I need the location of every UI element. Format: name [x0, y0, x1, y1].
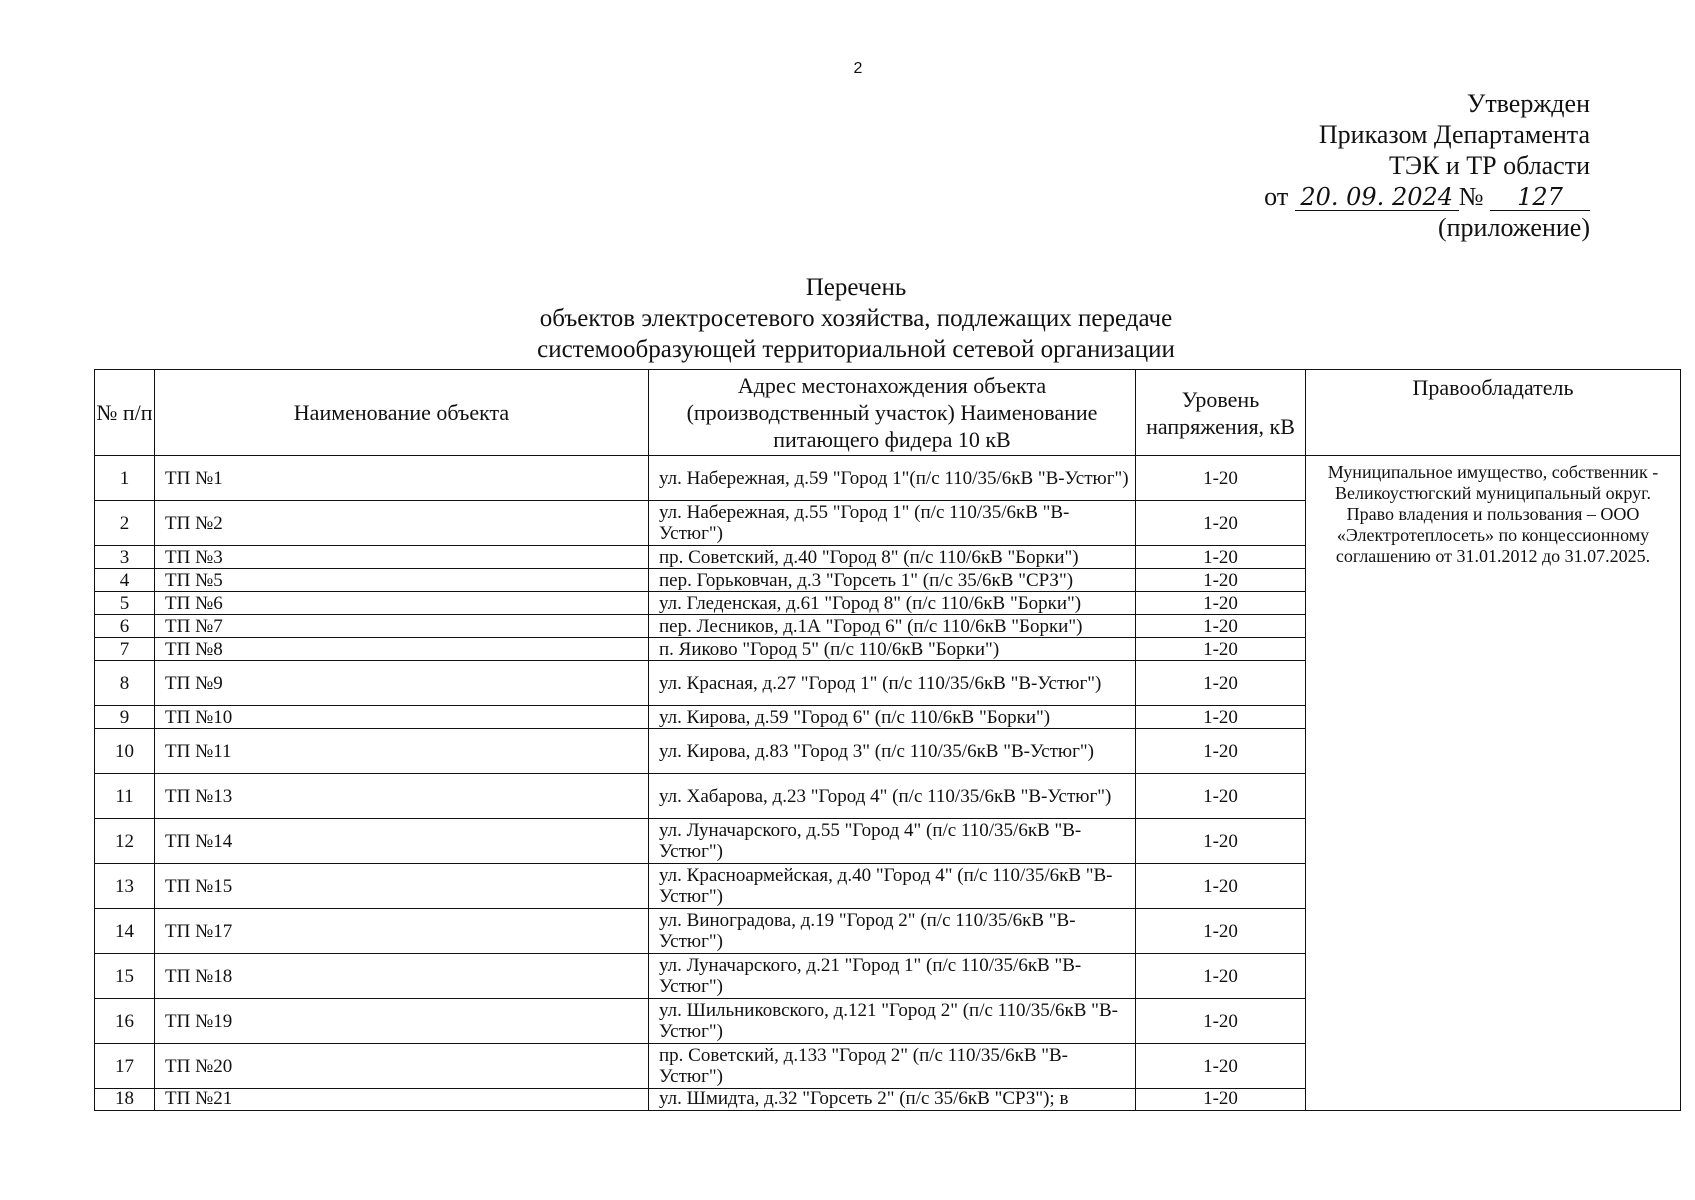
title-line-1: Перечень	[805, 274, 907, 301]
cell-voltage: 1-20	[1136, 909, 1306, 954]
approval-line-order: Приказом Департамента	[1318, 120, 1590, 149]
cell-address: ул. Набережная, д.59 "Город 1"(п/с 110/35/6кВ "В-Устюг")	[649, 456, 1136, 501]
cell-num: 11	[95, 774, 155, 819]
cell-address: ул. Хабарова, д.23 "Город 4" (п/с 110/35/6кВ "В-Устюг")	[649, 774, 1136, 819]
page-number: 2	[853, 60, 863, 77]
cell-name: ТП №1	[155, 456, 649, 501]
cell-name: ТП №7	[155, 615, 649, 638]
header-voltage: Уровень напряжения, кВ	[1136, 370, 1306, 456]
cell-voltage: 1-20	[1136, 638, 1306, 661]
header-num: № п/п	[95, 370, 155, 456]
cell-address: ул. Виноградова, д.19 "Город 2" (п/с 110/35/6кВ "В-Устюг")	[649, 909, 1136, 954]
cell-address: ул. Шмидта, д.32 "Горсеть 2" (п/с 35/6кВ "СРЗ"); в	[649, 1089, 1136, 1111]
cell-name: ТП №13	[155, 774, 649, 819]
cell-address: п. Яиково "Город 5" (п/с 110/6кВ "Борки")	[649, 638, 1136, 661]
cell-voltage: 1-20	[1136, 661, 1306, 706]
cell-owner: Муниципальное имущество, собственник - Великоустюгский муниципальный округ. Право владения и пользования – ООО «Электротеплосеть» по концессионному соглашению от 31.01.2012 до 31.07.2025.	[1306, 456, 1681, 1111]
cell-name: ТП №2	[155, 501, 649, 546]
cell-num: 9	[95, 706, 155, 729]
handwritten-number: 127	[1490, 184, 1590, 211]
cell-num: 1	[95, 456, 155, 501]
document-title	[0, 272, 1695, 365]
cell-num: 3	[95, 546, 155, 569]
cell-name: ТП №21	[155, 1089, 649, 1111]
cell-address: пер. Лесников, д.1А "Город 6" (п/с 110/6кВ "Борки")	[649, 615, 1136, 638]
cell-address: ул. Красная, д.27 "Город 1" (п/с 110/35/6кВ "В-Устюг")	[649, 661, 1136, 706]
cell-num: 5	[95, 592, 155, 615]
cell-num: 17	[95, 1044, 155, 1089]
cell-name: ТП №9	[155, 661, 649, 706]
cell-address: ул. Красноармейская, д.40 "Город 4" (п/с 110/35/6кВ "В-Устюг")	[649, 864, 1136, 909]
cell-address: ул. Гледенская, д.61 "Город 8" (п/с 110/6кВ "Борки")	[649, 592, 1136, 615]
cell-name: ТП №15	[155, 864, 649, 909]
cell-voltage: 1-20	[1136, 1044, 1306, 1089]
handwritten-date: 20. 09. 2024	[1295, 184, 1459, 211]
cell-num: 15	[95, 954, 155, 999]
cell-num: 4	[95, 569, 155, 592]
cell-name: ТП №11	[155, 729, 649, 774]
cell-name: ТП №14	[155, 819, 649, 864]
cell-name: ТП №3	[155, 546, 649, 569]
cell-address: ул. Кирова, д.83 "Город 3" (п/с 110/35/6кВ "В-Устюг")	[649, 729, 1136, 774]
approval-line-approved: Утвержден	[1466, 89, 1590, 118]
cell-voltage: 1-20	[1136, 706, 1306, 729]
cell-name: ТП №10	[155, 706, 649, 729]
cell-name: ТП №17	[155, 909, 649, 954]
approval-date-line	[1264, 181, 1590, 212]
cell-num: 14	[95, 909, 155, 954]
cell-voltage: 1-20	[1136, 819, 1306, 864]
cell-address: ул. Набережная, д.55 "Город 1" (п/с 110/35/6кВ "В-Устюг")	[649, 501, 1136, 546]
cell-address: ул. Кирова, д.59 "Город 6" (п/с 110/6кВ "Борки")	[649, 706, 1136, 729]
cell-address: пер. Горьковчан, д.3 "Горсеть 1" (п/с 35/6кВ "СРЗ")	[649, 569, 1136, 592]
header-address: Адрес местонахождения объекта (производственный участок) Наименование питающего фидера 10 кВ	[649, 370, 1136, 456]
title-line-2: объектов электросетевого хозяйства, подлежащих передаче	[539, 305, 1173, 332]
cell-num: 6	[95, 615, 155, 638]
cell-voltage: 1-20	[1136, 1089, 1306, 1111]
approval-block	[1264, 88, 1590, 243]
cell-voltage: 1-20	[1136, 592, 1306, 615]
header-name: Наименование объекта	[155, 370, 649, 456]
approval-line-department: ТЭК и ТР области	[1388, 151, 1590, 180]
cell-num: 12	[95, 819, 155, 864]
header-owner: Правообладатель	[1306, 370, 1681, 456]
cell-num: 16	[95, 999, 155, 1044]
cell-voltage: 1-20	[1136, 546, 1306, 569]
cell-address: ул. Луначарского, д.55 "Город 4" (п/с 110/35/6кВ "В-Устюг")	[649, 819, 1136, 864]
title-line-3: системообразующей территориальной сетевой организации	[537, 336, 1175, 363]
cell-num: 18	[95, 1089, 155, 1111]
number-label: №	[1458, 182, 1484, 211]
cell-name: ТП №20	[155, 1044, 649, 1089]
cell-voltage: 1-20	[1136, 501, 1306, 546]
cell-voltage: 1-20	[1136, 954, 1306, 999]
table-header-row	[95, 370, 1681, 456]
cell-voltage: 1-20	[1136, 615, 1306, 638]
cell-num: 13	[95, 864, 155, 909]
cell-name: ТП №5	[155, 569, 649, 592]
objects-table	[94, 369, 1681, 1111]
cell-voltage: 1-20	[1136, 774, 1306, 819]
from-label: от	[1264, 182, 1289, 211]
cell-voltage: 1-20	[1136, 569, 1306, 592]
cell-address: пр. Советский, д.40 "Город 8" (п/с 110/6кВ "Борки")	[649, 546, 1136, 569]
cell-num: 10	[95, 729, 155, 774]
cell-name: ТП №8	[155, 638, 649, 661]
cell-voltage: 1-20	[1136, 456, 1306, 501]
cell-name: ТП №18	[155, 954, 649, 999]
cell-num: 2	[95, 501, 155, 546]
cell-name: ТП №6	[155, 592, 649, 615]
appendix-label: (приложение)	[1437, 213, 1590, 242]
table-row	[95, 456, 1681, 501]
cell-num: 8	[95, 661, 155, 706]
cell-num: 7	[95, 638, 155, 661]
cell-voltage: 1-20	[1136, 999, 1306, 1044]
cell-voltage: 1-20	[1136, 864, 1306, 909]
cell-address: ул. Шильниковского, д.121 "Город 2" (п/с 110/35/6кВ "В-Устюг")	[649, 999, 1136, 1044]
cell-name: ТП №19	[155, 999, 649, 1044]
cell-voltage: 1-20	[1136, 729, 1306, 774]
cell-address: пр. Советский, д.133 "Город 2" (п/с 110/35/6кВ "В-Устюг")	[649, 1044, 1136, 1089]
cell-address: ул. Луначарского, д.21 "Город 1" (п/с 110/35/6кВ "В-Устюг")	[649, 954, 1136, 999]
